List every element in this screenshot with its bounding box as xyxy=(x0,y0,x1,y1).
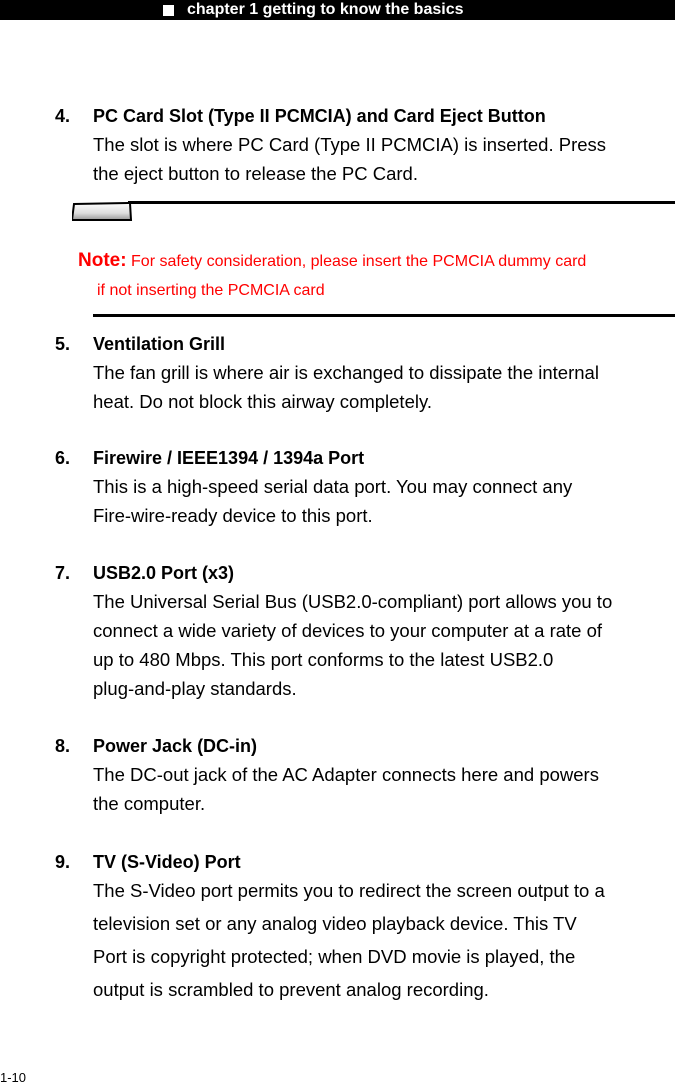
item-number: 6. xyxy=(55,448,71,468)
description-line: the eject button to release the PC Card. xyxy=(93,163,418,184)
item-title: PC Card Slot (Type II PCMCIA) and Card Eject Button xyxy=(93,106,546,126)
item-number: 4. xyxy=(55,106,71,126)
description-line: plug-and-play standards. xyxy=(93,678,297,699)
item-description xyxy=(93,587,675,703)
description-line: The DC-out jack of the AC Adapter connects here and powers xyxy=(93,764,599,785)
item-description xyxy=(93,874,675,1006)
description-line: up to 480 Mbps. This port conforms to the latest USB2.0 xyxy=(93,649,554,670)
description-line: output is scrambled to prevent analog recording. xyxy=(93,979,489,1000)
note-box xyxy=(78,246,675,305)
item-description xyxy=(93,358,675,416)
description-line: heat. Do not block this airway completely. xyxy=(93,391,432,412)
description-line: the computer. xyxy=(93,793,206,814)
item-title: Power Jack (DC-in) xyxy=(93,736,258,756)
item-title: USB2.0 Port (x3) xyxy=(93,563,235,583)
description-line: television set or any analog video playback device. This TV xyxy=(93,913,577,934)
description-line: This is a high-speed serial data port. You may connect any xyxy=(93,476,573,497)
item-description xyxy=(93,760,675,818)
item-number: 8. xyxy=(55,736,71,756)
description-line: connect a wide variety of devices to your computer at a rate of xyxy=(93,620,603,641)
item-title: Ventilation Grill xyxy=(93,334,226,354)
chapter-header xyxy=(163,0,464,20)
description-line: The slot is where PC Card (Type II PCMCIA) is inserted. Press xyxy=(93,134,607,155)
chapter-header-bar xyxy=(0,0,675,20)
note-text-line-2: if not inserting the PCMCIA card xyxy=(97,282,325,299)
item-number: 7. xyxy=(55,563,71,583)
item-title: Firewire / IEEE1394 / 1394a Port xyxy=(93,448,365,468)
item-description xyxy=(93,472,675,530)
square-bullet-icon xyxy=(163,5,174,16)
note-top-rule xyxy=(128,201,675,204)
note-tab-icon xyxy=(72,202,134,222)
item-title: TV (S-Video) Port xyxy=(93,852,241,872)
description-line: The Universal Serial Bus (USB2.0-compliant) port allows you to xyxy=(93,591,613,612)
item-number: 5. xyxy=(55,334,71,354)
description-line: The fan grill is where air is exchanged to dissipate the internal xyxy=(93,362,599,383)
page-number: 1-10 xyxy=(0,1070,27,1085)
description-line: The S-Video port permits you to redirect the screen output to a xyxy=(93,880,605,901)
item-number: 9. xyxy=(55,852,71,872)
note-bottom-rule xyxy=(93,314,675,317)
note-text-line-1: For safety consideration, please insert the PCMCIA dummy card xyxy=(131,253,587,270)
description-line: Port is copyright protected; when DVD movie is played, the xyxy=(93,946,576,967)
chapter-title: chapter 1 getting to know the basics xyxy=(187,1,464,18)
item-description xyxy=(93,130,675,188)
description-line: Fire-wire-ready device to this port. xyxy=(93,505,373,526)
note-label: Note: xyxy=(78,250,127,271)
